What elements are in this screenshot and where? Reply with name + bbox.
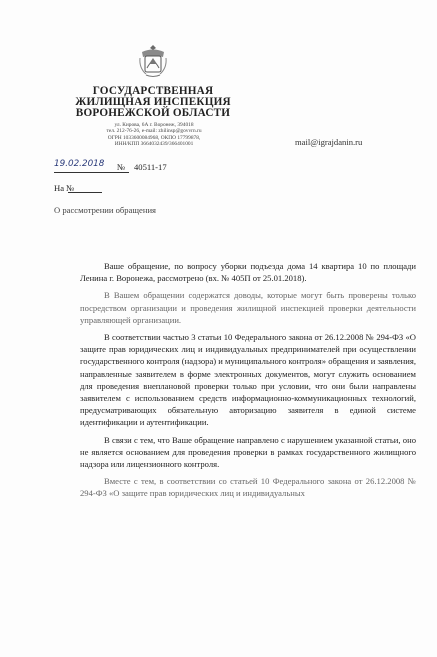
reference-underline [68, 192, 102, 193]
letter-body [80, 260, 416, 505]
body-paragraph: Ваше обращение, по вопросу уборки подъезда дома 14 квартира 10 по площади Ленина г. Воронежа, рассмотрено (вх. № 405П от 25.01.2018). [80, 261, 416, 284]
registration-date: 19.02.2018 [54, 159, 105, 169]
recipient-email: mail@igrajdanin.ru [295, 137, 363, 147]
coat-of-arms-icon [138, 44, 168, 78]
date-underline [54, 172, 129, 173]
registration-line [54, 159, 214, 174]
agency-line: ЖИЛИЩНАЯ ИНСПЕКЦИЯ [75, 96, 231, 108]
number-label: № [117, 162, 126, 172]
registration-number: 40511-17 [134, 162, 167, 172]
reference-line [54, 183, 114, 193]
contact-line: ИНН/КПП 3664032439/366401001 [114, 140, 194, 147]
reference-label: На № [54, 183, 75, 193]
body-paragraph: В соответствии частью 3 статьи 10 Федерального закона от 26.12.2008 № 294-ФЗ «О защите прав юридических лиц и индивидуальных предпринимателей при осуществлении государственного контроля (надзора) и муниципального контроля» обращения и заявления, направленные заявителем в форме электронных документов, могут служить основанием для проведения внеплановой проверки только при условии, что они были направлены заявителем с использованием средств информационно-коммуникационных технологий, предусматривающих обязательную авторизацию заявителя в единой системе идентификации и аутентификации. [80, 332, 416, 428]
contact-line: ОГРН 1033600084968, ОКПО 17799878, [107, 134, 201, 141]
letter-subject: О рассмотрении обращения [54, 205, 156, 215]
agency-line: ГОСУДАРСТВЕННАЯ [92, 85, 214, 97]
body-paragraph: Вместе с тем, в соответствии со статьей 10 Федерального закона от 26.12.2008 № 294-ФЗ «О защите прав юридических лиц и индивидуальных [80, 476, 416, 499]
body-paragraph: В связи с тем, что Ваше обращение направлено с нарушением указанной статьи, оно не является основанием для проведения проверки в рамках государственного жилищного надзора или лицензионного контроля. [80, 434, 416, 470]
contact-line: тел. 212-76-26, e-mail: zhilinsp@govvrn.ru [106, 128, 202, 135]
agency-line: ВОРОНЕЖСКОЙ ОБЛАСТИ [75, 107, 231, 119]
contact-line: ул. Кирова, 6А г. Воронеж, 394018 [114, 122, 194, 128]
agency-name [60, 86, 246, 119]
agency-contacts [84, 122, 224, 147]
body-paragraph: В Вашем обращении содержатся доводы, которые могут быть проверены только посредством организации и проведения жилищной инспекцией проверки деятельности управляющей организации. [80, 290, 416, 325]
